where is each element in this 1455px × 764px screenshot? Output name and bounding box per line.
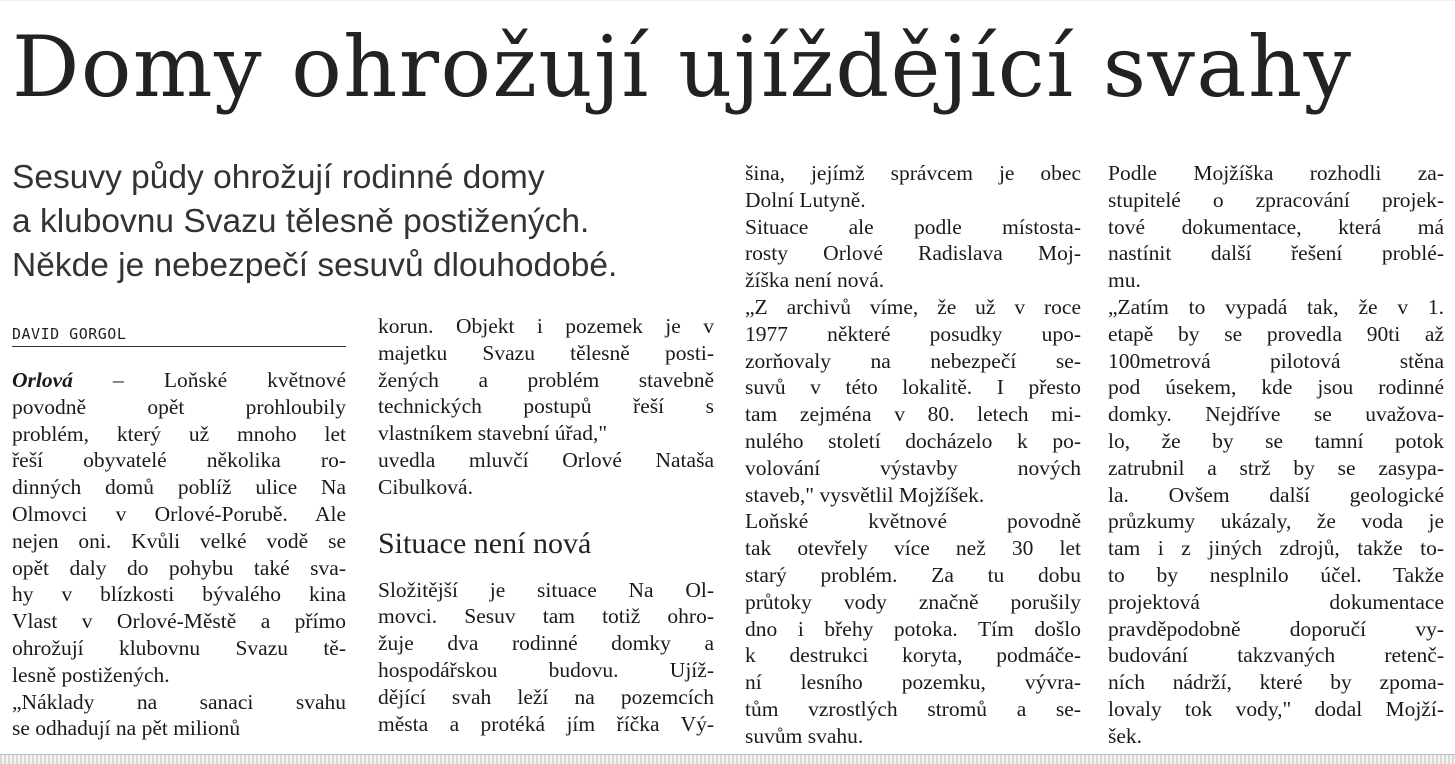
column-line: technických postupů řeší s [378,394,714,419]
article-column-2 [378,313,714,737]
column-line: majetku Svazu tělesně posti- [378,340,714,365]
bottom-border [0,754,1455,764]
column-line: nastínit další řešení problé- [1108,241,1444,266]
column-line: budování takzvaných retenč- [1108,643,1444,668]
column-line: etapě by se provedla 90ti až [1108,321,1444,346]
column-line: korun. Objekt i pozemek je v [378,314,714,338]
column-line: „Náklady na sanaci svahu [12,689,346,714]
column-line: movci. Sesuv tam totiž ohro- [378,604,714,629]
column-line: stupitelé o zpracování projek- [1108,187,1444,212]
article-column-1 [12,367,346,742]
dateline-rest: – Loňské květnové [72,368,346,392]
column-line: staveb," vysvětlil Mojžíšek. [745,482,985,507]
column-line: lo, že by se tamní potok [1108,428,1444,453]
column-line: problém, který už mnoho let [12,421,346,446]
column-line: lesně postižených. [12,662,170,687]
column-line: šina, jejímž správcem je obec [745,161,1081,185]
column-line: se odhadují na pět milionů [12,716,241,741]
column-line: to by nesplnilo účel. Takže [1108,562,1444,587]
column-line: Dolní Lutyně. [745,187,866,212]
column-line: dinných domů poblíž ulice Na [12,475,346,500]
top-edge [0,0,1455,1]
column-line: nulého století docházelo k po- [745,428,1081,453]
column-line: tam i z jiných zdrojů, takže to- [1108,536,1444,561]
column-line: domky. Nejdříve se uvažova- [1108,402,1444,427]
column-line: tové dokumentace, která má [1108,214,1444,239]
column-line: Loňské květnové povodně [745,509,1081,534]
lead-paragraph [12,156,712,288]
column-line: Cibulková. [378,474,473,499]
column-line: „Zatím to vypadá tak, že v 1. [1108,294,1444,319]
column-line: Situace ale podle místosta- [745,214,1081,239]
lead-line: Sesuvy půdy ohrožují rodinné domy [12,159,545,196]
column-line: uvedla mluvčí Orlové Nataša [378,447,714,472]
column-line: projektová dokumentace [1108,589,1444,614]
column-line: rosty Orlové Radislava Moj- [745,241,1081,266]
column-line: ní lesního pozemku, vývra- [745,670,1081,695]
column-line: mu. [1108,268,1141,293]
column-line: tam zejména v 80. letech mi- [745,402,1081,427]
column-line: la. Ovšem další geologické [1108,482,1444,507]
column-line: nejen oni. Kvůli velké vodě se [12,528,346,553]
column-line: hospodářskou budovu. Ujíž- [378,657,714,682]
article-column-4 [1108,160,1444,750]
column-line: ohrožují klubovnu Svazu tě- [12,635,346,660]
column-line: hy v blízkosti bývalého kina [12,582,346,607]
column-line: zatrubnil a strž by se zasypa- [1108,455,1444,480]
column-line: pod úsekem, kde jsou rodinné [1108,375,1444,400]
column-line: Vlast v Orlové-Městě a přímo [12,609,346,634]
column-line: k destrukci koryta, podmáče- [745,643,1081,668]
byline: DAVID GORGOL [12,322,346,347]
column-line: povodně opět prohloubily [12,394,346,419]
column-line: opět daly do pohybu také sva- [12,555,346,580]
column-line: ních nádrží, které by zpoma- [1108,670,1444,695]
column-line: řeší obyvatelé několika ro- [12,448,346,473]
column-line: starý problém. Za tu dobu [745,562,1081,587]
column-line: průtoky vody značně porušily [745,589,1081,614]
column-line: pravděpodobně doporučí vy- [1108,616,1444,641]
column-line: zorňovaly na nebezpečí se- [745,348,1081,373]
column-line: 100metrová pilotová stěna [1108,348,1444,373]
column-line: žených a problém stavebně [378,367,714,392]
column-line: žíška není nová. [745,268,885,293]
column-line: města a protéká jím říčka Vý- [378,711,714,736]
column-line: průzkumy ukázaly, že voda je [1108,509,1444,534]
column-line: tak otevřely více než 30 let [745,536,1081,561]
column-line: 1977 některé posudky upo- [745,321,1081,346]
column-line: Olmovci v Orlové-Porubě. Ale [12,501,346,526]
lead-line: Někde je nebezpečí sesuvů dlouhodobé. [12,247,618,284]
column-line: suvům svahu. [745,723,864,748]
column-line: Podle Mojžíška rozhodli za- [1108,161,1444,185]
column-line: dno i břehy potoka. Tím došlo [745,616,1081,641]
column-line: volování výstavby nových [745,455,1081,480]
headline: Domy ohrožují ujíždějící svahy [12,18,1353,116]
lead-line: a klubovnu Svazu tělesně postižených. [12,203,590,240]
dateline-place: Orlová [12,368,73,392]
column-line [12,367,346,394]
column-line: žuje dva rodinné domky a [378,631,714,656]
column-line: Složitější je situace Na Ol- [378,577,714,602]
column-line: suvů v této lokalitě. I přesto [745,375,1081,400]
column-line: šek. [1108,723,1143,748]
column-line: vlastníkem stavební úřad," [378,421,608,446]
column-line: „Z archivů víme, že už v roce [745,294,1081,319]
column-line: dějící svah leží na pozemcích [378,684,714,709]
subheading: Situace není nová [378,526,592,560]
column-line: lovaly tok vody," dodal Mojží- [1108,696,1444,721]
article-column-3 [745,160,1081,750]
column-line: tům vzrostlých stromů a se- [745,696,1081,721]
